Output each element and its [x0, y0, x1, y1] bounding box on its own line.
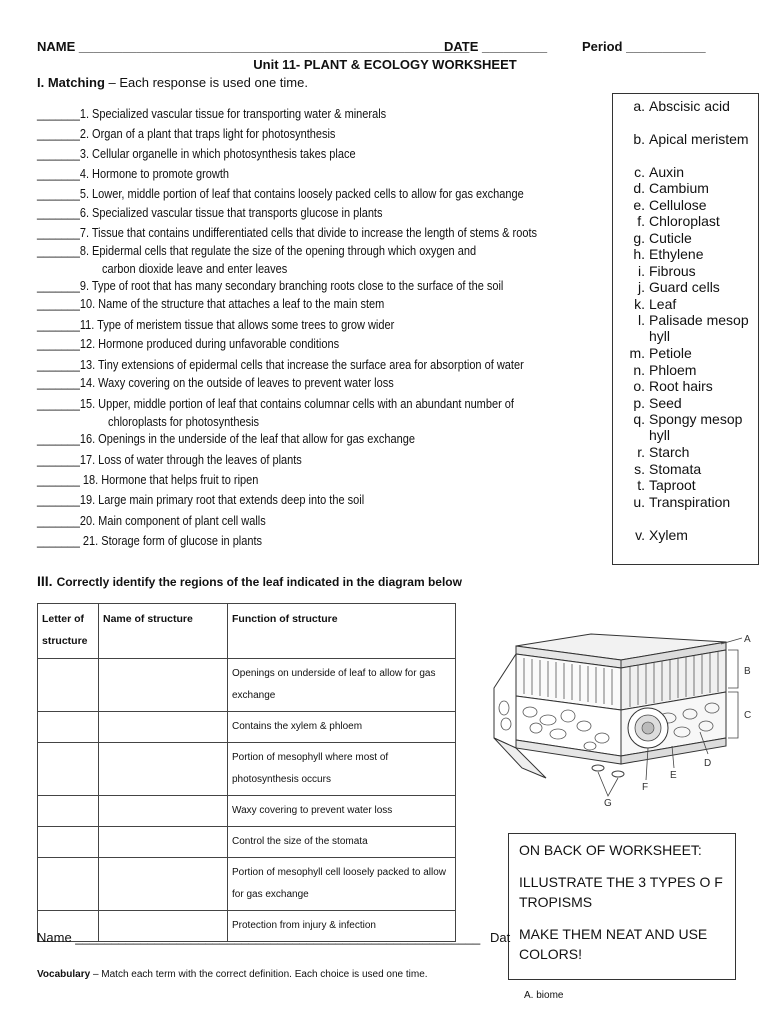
- worksheet-title: Unit 11- PLANT & ECOLOGY WORKSHEET: [253, 57, 517, 72]
- answer-term: Seed: [649, 395, 682, 411]
- answer-blank[interactable]: _______: [37, 493, 80, 507]
- table-row: [38, 827, 456, 858]
- question-item: [37, 318, 394, 333]
- question-text: 17. Loss of water through the leaves of plants: [79, 453, 302, 467]
- answer-letter: n.: [633, 362, 645, 378]
- letter-cell[interactable]: [38, 796, 99, 827]
- question-text: 20. Main component of plant cell walls: [79, 514, 266, 528]
- diagram-label-c: C: [744, 710, 752, 721]
- answer-term: Spongy mesophyll: [649, 411, 743, 444]
- answer-term: Root hairs: [649, 378, 713, 394]
- answer-blank[interactable]: _______: [37, 358, 80, 372]
- answer-letter: g.: [633, 230, 645, 246]
- answer-term: Apical meristem: [649, 131, 749, 147]
- answer-item: [619, 477, 755, 493]
- answer-term: Leaf: [649, 296, 677, 312]
- answer-blank[interactable]: _______: [37, 279, 80, 293]
- diagram-label-a: A: [744, 634, 751, 645]
- answer-term: Fibrous: [649, 263, 696, 279]
- answer-item: [619, 362, 755, 378]
- letter-cell[interactable]: [38, 659, 99, 712]
- function-cell: Control the size of the stomata: [228, 827, 456, 858]
- question-item: [37, 206, 382, 221]
- function-cell: Portion of mesophyll cell loosely packed to allow for gas exchange: [228, 858, 456, 911]
- answer-letter: a.: [633, 98, 645, 114]
- answer-item: [619, 444, 755, 460]
- question-text: 14. Waxy covering on the outside of leaves to prevent water loss: [79, 376, 394, 390]
- vocabulary-title: Vocabulary: [37, 969, 91, 980]
- answer-letter: q.: [633, 411, 645, 427]
- answer-blank[interactable]: _______: [37, 226, 80, 240]
- answer-item: [619, 527, 755, 543]
- question-text: 1. Specialized vascular tissue for transporting water & minerals: [79, 107, 387, 121]
- question-item: [37, 187, 524, 202]
- question-item: [37, 514, 266, 529]
- question-item: [37, 473, 258, 488]
- section3-number: III.: [37, 573, 53, 589]
- footer-name-field[interactable]: Name ________________________________________________________: [37, 930, 481, 945]
- table-row: [38, 858, 456, 911]
- date-field[interactable]: DATE _________: [444, 39, 548, 54]
- note-line-3: MAKE THEM NEAT AND USE COLORS!: [519, 926, 708, 962]
- answer-term: Guard cells: [649, 279, 720, 295]
- diagram-label-b: B: [744, 666, 751, 677]
- answer-term: Starch: [649, 444, 690, 460]
- question-continuation: [102, 262, 287, 277]
- question-text: 5. Lower, middle portion of leaf that contains loosely packed cells to allow for gas exchange: [79, 187, 524, 201]
- question-text: 3. Cellular organelle in which photosynthesis takes place: [79, 147, 356, 161]
- answer-term: Palisade mesophyll: [649, 312, 749, 345]
- letter-cell[interactable]: [38, 858, 99, 911]
- letter-cell[interactable]: [38, 712, 99, 743]
- table-header-row: [38, 604, 456, 659]
- answer-item: [619, 246, 755, 262]
- question-item: [37, 107, 386, 122]
- question-item: [37, 358, 524, 373]
- answer-item: [619, 494, 755, 510]
- answer-blank[interactable]: _______: [37, 297, 80, 311]
- function-cell: Portion of mesophyll where most of photosynthesis occurs: [228, 743, 456, 796]
- question-text: 21. Storage form of glucose in plants: [79, 534, 263, 548]
- answer-letter: v.: [635, 527, 645, 543]
- answer-blank[interactable]: _______: [37, 453, 80, 467]
- question-item: [37, 376, 394, 391]
- answer-blank[interactable]: _______: [37, 397, 80, 411]
- section3-heading: [37, 573, 462, 589]
- answer-term: Taproot: [649, 477, 696, 493]
- question-text: 16. Openings in the underside of the leaf that allow for gas exchange: [79, 432, 415, 446]
- diagram-label-f: F: [642, 782, 649, 793]
- question-text: 15. Upper, middle portion of leaf that contains columnar cells with an abundant number of: [79, 397, 514, 411]
- answer-letter: r.: [637, 444, 645, 460]
- answer-term: Chloroplast: [649, 213, 720, 229]
- answer-term: Cambium: [649, 180, 709, 196]
- stomata-openings: [592, 765, 624, 777]
- answer-letter: j.: [638, 279, 645, 295]
- leaf-structure-table: [37, 603, 456, 942]
- answer-item: [619, 312, 755, 345]
- answer-blank[interactable]: _______: [37, 147, 80, 161]
- answer-blank[interactable]: _______: [37, 206, 80, 220]
- answer-blank[interactable]: _______: [37, 376, 80, 390]
- answer-letter: b.: [633, 131, 645, 147]
- header-name: Name of structure: [99, 604, 228, 659]
- question-text: 10. Name of the structure that attaches a leaf to the main stem: [79, 297, 385, 311]
- question-item: [37, 432, 415, 447]
- letter-cell[interactable]: [38, 743, 99, 796]
- answer-letter: l.: [638, 312, 645, 328]
- answer-term: Abscisic acid: [649, 98, 730, 114]
- question-item: [37, 337, 339, 352]
- answer-blank[interactable]: _______: [37, 127, 80, 141]
- question-item: [37, 453, 302, 468]
- answer-item: [619, 395, 755, 411]
- answer-term: Cellulose: [649, 197, 707, 213]
- answer-item: [619, 345, 755, 361]
- question-text: carbon dioxide leave and enter leaves: [102, 262, 288, 276]
- answer-term: Xylem: [649, 527, 688, 543]
- answer-term: Stomata: [649, 461, 702, 477]
- answer-term: Ethylene: [649, 246, 704, 262]
- answer-term: Auxin: [649, 164, 685, 180]
- answer-letter: e.: [633, 197, 645, 213]
- vocab-item-biome: A. biome: [524, 990, 564, 1001]
- answer-item: [619, 164, 755, 180]
- question-text: 9. Type of root that has many secondary branching roots close to the surface of the soil: [79, 279, 504, 293]
- answer-blank[interactable]: _______: [37, 318, 80, 332]
- table-row: [38, 743, 456, 796]
- section1-heading: [37, 75, 308, 90]
- question-item: [37, 534, 262, 549]
- answer-term: Phloem: [649, 362, 697, 378]
- leaf-block: [494, 634, 726, 778]
- function-cell: Openings on underside of leaf to allow for gas exchange: [228, 659, 456, 712]
- back-of-worksheet-note: [508, 833, 736, 980]
- answer-letter: k.: [634, 296, 645, 312]
- diagram-label-e: E: [670, 770, 677, 781]
- diagram-label-g: G: [604, 798, 612, 808]
- period-field[interactable]: Period ___________: [582, 39, 706, 54]
- answer-item: [619, 411, 755, 444]
- answer-term: Petiole: [649, 345, 692, 361]
- table-row: [38, 712, 456, 743]
- footer-date-label: Dat: [490, 930, 511, 945]
- question-continuation: [108, 415, 259, 430]
- answer-blank[interactable]: _______: [37, 167, 80, 181]
- answer-item: [619, 213, 755, 229]
- question-item: [37, 147, 356, 162]
- answer-letter: u.: [633, 494, 645, 510]
- answer-item: [619, 131, 755, 147]
- answer-letter: s.: [634, 461, 645, 477]
- section1-instruction: – Each response is used one time.: [104, 75, 308, 90]
- answer-letter: p.: [633, 395, 645, 411]
- question-text: 12. Hormone produced during unfavorable conditions: [79, 337, 340, 351]
- answer-letter: d.: [633, 180, 645, 196]
- function-cell: Protection from injury & infection: [228, 911, 456, 942]
- answer-item: [619, 98, 755, 114]
- question-item: [37, 127, 335, 142]
- question-item: [37, 279, 503, 294]
- question-text: 19. Large main primary root that extends deep into the soil: [79, 493, 365, 507]
- answer-letter: t.: [637, 477, 645, 493]
- section1-title: I. Matching: [37, 75, 105, 90]
- answer-letter: m.: [629, 345, 645, 361]
- question-text: 13. Tiny extensions of epidermal cells that increase the surface area for absorption of water: [79, 358, 524, 372]
- answer-term: Transpiration: [649, 494, 731, 510]
- question-text: 2. Organ of a plant that traps light for photosynthesis: [79, 127, 336, 141]
- question-item: [37, 397, 514, 412]
- answer-blank[interactable]: _______: [37, 473, 80, 487]
- function-cell: Contains the xylem & phloem: [228, 712, 456, 743]
- table-row: [38, 796, 456, 827]
- answer-bank: [612, 93, 759, 565]
- vein-bundle: [628, 708, 668, 748]
- answer-blank[interactable]: _______: [37, 432, 80, 446]
- header-function: Function of structure: [228, 604, 456, 659]
- question-text: 8. Epidermal cells that regulate the size of the opening through which oxygen and: [79, 244, 477, 258]
- answer-blank[interactable]: _______: [37, 534, 80, 548]
- answer-blank[interactable]: _______: [37, 337, 80, 351]
- name-cell[interactable]: [99, 858, 228, 911]
- vocabulary-heading: [37, 969, 428, 980]
- name-cell[interactable]: [99, 796, 228, 827]
- answer-item: [619, 263, 755, 279]
- section3-title: Correctly identify the regions of the leaf indicated in the diagram below: [56, 575, 462, 589]
- answer-term: Cuticle: [649, 230, 692, 246]
- answer-blank[interactable]: _______: [37, 187, 80, 201]
- header-letter: Letter of structure: [38, 604, 99, 659]
- vocabulary-instruction: – Match each term with the correct definition. Each choice is used one time.: [90, 969, 428, 980]
- question-text: 7. Tissue that contains undifferentiated cells that divide to increase the length of stems & roots: [79, 226, 538, 240]
- table-row: [38, 659, 456, 712]
- answer-item: [619, 230, 755, 246]
- question-item: [37, 167, 229, 182]
- answer-letter: h.: [633, 246, 645, 262]
- question-text: 18. Hormone that helps fruit to ripen: [79, 473, 259, 487]
- answer-blank[interactable]: _______: [37, 107, 80, 121]
- answer-item: [619, 197, 755, 213]
- question-item: [37, 244, 476, 259]
- answer-item: [619, 461, 755, 477]
- question-text: 4. Hormone to promote growth: [79, 167, 230, 181]
- question-item: [37, 226, 537, 241]
- name-cell[interactable]: [99, 743, 228, 796]
- answer-item: [619, 296, 755, 312]
- answer-item: [619, 279, 755, 295]
- question-item: [37, 297, 384, 312]
- answer-letter: f.: [637, 213, 645, 229]
- diagram-label-d: D: [704, 758, 712, 769]
- answer-letter: i.: [638, 263, 645, 279]
- answer-blank[interactable]: _______: [37, 244, 80, 258]
- question-text: 6. Specialized vascular tissue that transports glucose in plants: [79, 206, 383, 220]
- answer-item: [619, 180, 755, 196]
- name-cell[interactable]: [99, 712, 228, 743]
- letter-cell[interactable]: [38, 827, 99, 858]
- question-text: 11. Type of meristem tissue that allows some trees to grow wider: [79, 318, 395, 332]
- question-text: chloroplasts for photosynthesis: [108, 415, 260, 429]
- name-field[interactable]: NAME ______________________________________________________: [37, 39, 470, 54]
- answer-item: [619, 378, 755, 394]
- answer-letter: c.: [634, 164, 645, 180]
- name-cell[interactable]: [99, 827, 228, 858]
- question-item: [37, 493, 364, 508]
- answer-letter: o.: [633, 378, 645, 394]
- function-cell: Waxy covering to prevent water loss: [228, 796, 456, 827]
- note-line-2: ILLUSTRATE THE 3 TYPES O F TROPISMS: [519, 874, 723, 910]
- leaf-cross-section-diagram: [486, 628, 762, 808]
- name-cell[interactable]: [99, 659, 228, 712]
- note-line-1: ON BACK OF WORKSHEET:: [519, 842, 702, 858]
- answer-blank[interactable]: _______: [37, 514, 80, 528]
